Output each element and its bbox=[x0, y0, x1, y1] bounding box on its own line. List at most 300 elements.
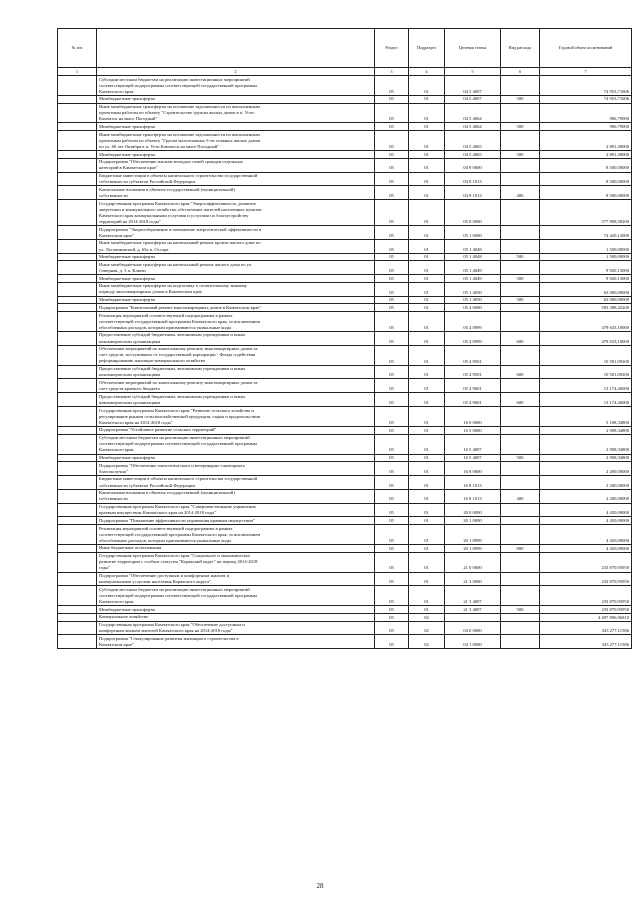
row-razdel-cell: 05 bbox=[375, 186, 409, 200]
row-razdel-cell: 05 bbox=[375, 572, 409, 586]
row-number-cell bbox=[58, 434, 97, 454]
row-razdel-cell: 05 bbox=[375, 95, 409, 103]
row-amount-cell: 233 870,93950 bbox=[540, 552, 632, 572]
row-podrazdel-cell: 01 bbox=[409, 95, 445, 103]
table-row bbox=[58, 253, 632, 261]
table-body bbox=[58, 76, 632, 649]
row-podrazdel-cell: 01 bbox=[409, 239, 445, 253]
row-razdel-cell: 05 bbox=[375, 586, 409, 606]
row-podrazdel-cell: 01 bbox=[409, 475, 445, 489]
table-row bbox=[58, 282, 632, 296]
row-podrazdel-cell: 01 bbox=[409, 76, 445, 96]
row-number-cell bbox=[58, 379, 97, 393]
row-number-cell bbox=[58, 151, 97, 159]
row-number-cell bbox=[58, 158, 97, 172]
row-expense-type-cell: 400 bbox=[501, 186, 540, 200]
row-target-article-cell bbox=[445, 613, 501, 621]
row-target-article-cell: 21 3 4007 bbox=[445, 586, 501, 606]
column-number: 7 bbox=[540, 68, 632, 76]
row-razdel-cell: 05 bbox=[375, 621, 409, 635]
row-number-cell bbox=[58, 525, 97, 545]
row-podrazdel-cell: 01 bbox=[409, 345, 445, 365]
row-target-article-cell: 20 1 0999 bbox=[445, 525, 501, 545]
row-target-article-cell: 05 1 4048 bbox=[445, 239, 501, 253]
row-target-article-cell: 21 3 4007 bbox=[445, 606, 501, 614]
row-amount-cell: 2 908,34800 bbox=[540, 426, 632, 434]
row-number-cell bbox=[58, 393, 97, 407]
row-number-cell bbox=[58, 586, 97, 606]
row-target-article-cell: 05 1 4048 bbox=[445, 253, 501, 261]
row-podrazdel-cell: 01 bbox=[409, 103, 445, 123]
row-podrazdel-cell: 01 bbox=[409, 552, 445, 572]
row-number-cell bbox=[58, 123, 97, 131]
row-razdel-cell: 05 bbox=[375, 282, 409, 296]
row-podrazdel-cell: 01 bbox=[409, 226, 445, 240]
row-name-cell: Реализация мероприятий соответствующей подпрограммы в рамках соответствующей государственной программы Камчатского края, за исключением обособленных расходов, которым присваиваются уникальные коды bbox=[97, 525, 375, 545]
row-razdel-cell: 05 bbox=[375, 226, 409, 240]
row-name-cell: Реализация мероприятий соответствующей подпрограммы в рамках соответствующей государственной программы Камчатского края, за исключением обособленных расходов, которым присваиваются уникальные коды bbox=[97, 312, 375, 332]
row-expense-type-cell bbox=[501, 525, 540, 545]
row-razdel-cell: 05 bbox=[375, 606, 409, 614]
row-amount-cell: 479 633,10000 bbox=[540, 331, 632, 345]
row-razdel-cell: 05 bbox=[375, 239, 409, 253]
row-name-cell: Бюджетные инвестиции в объекты капитального строительства государственной собственности субъектов Российской Федерации bbox=[97, 475, 375, 489]
row-expense-type-cell bbox=[501, 462, 540, 476]
row-razdel-cell: 05 bbox=[375, 489, 409, 503]
row-expense-type-cell bbox=[501, 475, 540, 489]
row-razdel-cell: 05 bbox=[375, 261, 409, 275]
row-amount-cell: 2 908,34800 bbox=[540, 454, 632, 462]
row-expense-type-cell bbox=[501, 172, 540, 186]
row-target-article-cell: 04 5 4065 bbox=[445, 131, 501, 151]
table-row bbox=[58, 503, 632, 517]
row-razdel-cell: 05 bbox=[375, 296, 409, 304]
row-target-article-cell: 04 5 4007 bbox=[445, 95, 501, 103]
row-razdel-cell: 05 bbox=[375, 503, 409, 517]
table-row bbox=[58, 239, 632, 253]
row-target-article-cell: 05 1 4050 bbox=[445, 296, 501, 304]
table-row bbox=[58, 172, 632, 186]
row-target-article-cell: 16 5 4007 bbox=[445, 434, 501, 454]
row-amount-cell: 13 174,26000 bbox=[540, 393, 632, 407]
row-target-article-cell: 21 0 0000 bbox=[445, 552, 501, 572]
table-row bbox=[58, 123, 632, 131]
table-row bbox=[58, 434, 632, 454]
table-row bbox=[58, 296, 632, 304]
row-amount-cell: 74 420,13000 bbox=[540, 226, 632, 240]
row-expense-type-cell: 500 bbox=[501, 123, 540, 131]
row-name-cell: Государственная программа Камчатского края "Обеспечение доступным и комфортным жильем жителей Камчатского края на 2014-2018 годы" bbox=[97, 621, 375, 635]
row-target-article-cell: 04 9 1013 bbox=[445, 172, 501, 186]
row-name-cell: Предоставление субсидий бюджетным, автономным учреждениям и иным некоммерческим организациям bbox=[97, 365, 375, 379]
row-name-cell: Предоставление субсидий бюджетным, автономным учреждениям и иным некоммерческим организациям bbox=[97, 393, 375, 407]
row-target-article-cell: 05 1 0000 bbox=[445, 226, 501, 240]
row-razdel-cell: 05 bbox=[375, 76, 409, 96]
row-amount-cell: 9 920,13000 bbox=[540, 275, 632, 283]
row-razdel-cell: 05 bbox=[375, 253, 409, 261]
row-target-article-cell: 21 3 0000 bbox=[445, 572, 501, 586]
row-number-cell bbox=[58, 253, 97, 261]
row-number-cell bbox=[58, 621, 97, 635]
row-expense-type-cell: 600 bbox=[501, 393, 540, 407]
row-amount-cell: 9 920,13000 bbox=[540, 261, 632, 275]
row-number-cell bbox=[58, 312, 97, 332]
row-number-cell bbox=[58, 172, 97, 186]
row-amount-cell: 4 450,00000 bbox=[540, 517, 632, 525]
table-row bbox=[58, 76, 632, 96]
row-razdel-cell: 05 bbox=[375, 407, 409, 427]
row-name-cell: Иные бюджетные ассигнования bbox=[97, 544, 375, 552]
row-number-cell bbox=[58, 544, 97, 552]
row-expense-type-cell bbox=[501, 304, 540, 312]
row-name-cell: Субсидии местным бюджетам на реализацию инвестиционных мероприятий соответствующей подпрограммы соответствующей государственной программы Камчатского края bbox=[97, 434, 375, 454]
row-razdel-cell: 05 bbox=[375, 544, 409, 552]
row-podrazdel-cell: 01 bbox=[409, 454, 445, 462]
row-number-cell bbox=[58, 454, 97, 462]
column-number-row bbox=[58, 68, 632, 76]
header-number: № п/п bbox=[58, 29, 97, 68]
row-number-cell bbox=[58, 407, 97, 427]
row-target-article-cell: 16 5 4007 bbox=[445, 454, 501, 462]
row-name-cell: Межбюджетные трансферты bbox=[97, 454, 375, 462]
row-podrazdel-cell: 02 bbox=[409, 635, 445, 649]
table-row bbox=[58, 606, 632, 614]
row-expense-type-cell: 800 bbox=[501, 544, 540, 552]
row-target-article-cell: 16 8 1013 bbox=[445, 475, 501, 489]
table-header-row bbox=[58, 29, 632, 68]
row-razdel-cell: 05 bbox=[375, 200, 409, 226]
row-expense-type-cell bbox=[501, 426, 540, 434]
row-razdel-cell: 05 bbox=[375, 462, 409, 476]
row-amount-cell: 343 277,11586 bbox=[540, 621, 632, 635]
row-podrazdel-cell: 01 bbox=[409, 261, 445, 275]
table-row bbox=[58, 158, 632, 172]
table-row bbox=[58, 186, 632, 200]
row-razdel-cell: 05 bbox=[375, 304, 409, 312]
row-name-cell: Подпрограмма "Обеспечение доступным и комфортным жильем и коммунальными услугами населения Корякского округа" bbox=[97, 572, 375, 586]
row-target-article-cell: 05 4 0000 bbox=[445, 304, 501, 312]
row-amount-cell: 1 500,00000 bbox=[540, 239, 632, 253]
row-amount-cell: 5 108,34800 bbox=[540, 407, 632, 427]
table-row bbox=[58, 95, 632, 103]
row-amount-cell: 13 174,26000 bbox=[540, 379, 632, 393]
row-name-cell: Подпрограмма "Энергосбережение и повышение энергетической эффективности в Камчатском крае" bbox=[97, 226, 375, 240]
row-podrazdel-cell: 01 bbox=[409, 158, 445, 172]
row-target-article-cell: 20 0 0000 bbox=[445, 503, 501, 517]
row-target-article-cell: 05 1 4050 bbox=[445, 282, 501, 296]
row-name-cell: Капитальные вложения в объекты государственной (муниципальной) собственности bbox=[97, 186, 375, 200]
row-number-cell bbox=[58, 186, 97, 200]
row-expense-type-cell bbox=[501, 572, 540, 586]
table-row bbox=[58, 312, 632, 332]
row-razdel-cell: 05 bbox=[375, 172, 409, 186]
row-podrazdel-cell: 01 bbox=[409, 282, 445, 296]
row-razdel-cell: 05 bbox=[375, 517, 409, 525]
row-expense-type-cell bbox=[501, 613, 540, 621]
row-amount-cell: 503 388,45200 bbox=[540, 304, 632, 312]
row-name-cell: Подпрограмма "Стимулирование развития жилищного строительства в Камчатском крае" bbox=[97, 635, 375, 649]
row-razdel-cell: 05 bbox=[375, 613, 409, 621]
row-amount-cell: 8 500,00000 bbox=[540, 186, 632, 200]
row-expense-type-cell bbox=[501, 552, 540, 572]
row-number-cell bbox=[58, 613, 97, 621]
row-podrazdel-cell: 01 bbox=[409, 503, 445, 517]
row-expense-type-cell bbox=[501, 261, 540, 275]
row-name-cell: Иные межбюджетные трансферты на погашение задолженности по выполненным проектным работам по объекту "Строительство группы жилых домов в п. Усть- Камчатск на мысе Погодный" bbox=[97, 103, 375, 123]
table-row bbox=[58, 275, 632, 283]
row-razdel-cell: 05 bbox=[375, 331, 409, 345]
row-amount-cell: 233 870,93950 bbox=[540, 572, 632, 586]
row-expense-type-cell bbox=[501, 131, 540, 151]
row-name-cell: Межбюджетные трансферты bbox=[97, 123, 375, 131]
row-razdel-cell: 05 bbox=[375, 103, 409, 123]
row-target-article-cell: 05 4 9601 bbox=[445, 379, 501, 393]
row-name-cell: Капитальные вложения в объекты государственной (муниципальной) собственности bbox=[97, 489, 375, 503]
row-expense-type-cell bbox=[501, 345, 540, 365]
row-name-cell: Подпрограмма "Обеспечение эпизоотического и ветеринарно-санитарного благополучия" bbox=[97, 462, 375, 476]
row-podrazdel-cell: 01 bbox=[409, 200, 445, 226]
row-expense-type-cell bbox=[501, 282, 540, 296]
table-row bbox=[58, 200, 632, 226]
row-expense-type-cell: 500 bbox=[501, 296, 540, 304]
row-razdel-cell: 05 bbox=[375, 434, 409, 454]
row-amount-cell: 2 908,34800 bbox=[540, 434, 632, 454]
row-number-cell bbox=[58, 462, 97, 476]
header-target-article: Целевая статья bbox=[445, 29, 501, 68]
row-target-article-cell: 04 5 4064 bbox=[445, 123, 501, 131]
row-expense-type-cell: 500 bbox=[501, 454, 540, 462]
row-target-article-cell: 16 5 0000 bbox=[445, 426, 501, 434]
row-expense-type-cell bbox=[501, 586, 540, 606]
row-podrazdel-cell: 01 bbox=[409, 123, 445, 131]
row-name-cell: Межбюджетные трансферты bbox=[97, 151, 375, 159]
row-razdel-cell: 05 bbox=[375, 275, 409, 283]
row-expense-type-cell bbox=[501, 200, 540, 226]
row-podrazdel-cell: 01 bbox=[409, 253, 445, 261]
table-row bbox=[58, 226, 632, 240]
row-name-cell: Обеспечение мероприятий по капитальному ремонту многоквартирных домов за счет средств, поступивших от государственной корпорации - Фонда содействия реформированию жилищно-коммунального хозяйства bbox=[97, 345, 375, 365]
row-number-cell bbox=[58, 426, 97, 434]
table-row bbox=[58, 586, 632, 606]
row-name-cell: Иные межбюджетные трансферты на подготовку к отопительному зимнему периоду многоквартирных домов в Камчатском крае bbox=[97, 282, 375, 296]
column-number: 4 bbox=[409, 68, 445, 76]
row-amount-cell: 479 633,10000 bbox=[540, 312, 632, 332]
table-row bbox=[58, 462, 632, 476]
column-number: 5 bbox=[445, 68, 501, 76]
row-name-cell: Межбюджетные трансферты bbox=[97, 296, 375, 304]
row-amount-cell: 4 497 896,96810 bbox=[540, 613, 632, 621]
row-number-cell bbox=[58, 552, 97, 572]
table-row bbox=[58, 572, 632, 586]
row-amount-cell: 233 870,93950 bbox=[540, 586, 632, 606]
column-number: 3 bbox=[375, 68, 409, 76]
row-expense-type-cell: 500 bbox=[501, 151, 540, 159]
table-row bbox=[58, 393, 632, 407]
header-razdel: Раздел bbox=[375, 29, 409, 68]
row-number-cell bbox=[58, 517, 97, 525]
row-amount-cell: 8 500,00000 bbox=[540, 158, 632, 172]
row-name-cell: Государственная программа Камчатского края "Энергоэффективность, развитие энергетики и коммунального хозяйства, обеспечение жителей населенных пунктов Камчатского края коммунальными услугами и услугами по благоустройству территорий на 2014-2018 годы" bbox=[97, 200, 375, 226]
row-amount-cell: 906,79000 bbox=[540, 103, 632, 123]
row-name-cell: Государственная программа Камчатского края "Социальное и экономическое развитие территории с особым статусом "Корякский округ" на период 2014-2018 годы" bbox=[97, 552, 375, 572]
column-number: 6 bbox=[501, 68, 540, 76]
row-number-cell bbox=[58, 503, 97, 517]
row-expense-type-cell bbox=[501, 239, 540, 253]
row-number-cell bbox=[58, 345, 97, 365]
row-expense-type-cell bbox=[501, 503, 540, 517]
row-expense-type-cell bbox=[501, 635, 540, 649]
row-podrazdel-cell: 02 bbox=[409, 621, 445, 635]
table-row bbox=[58, 621, 632, 635]
table-row bbox=[58, 304, 632, 312]
row-name-cell: Межбюджетные трансферты bbox=[97, 253, 375, 261]
row-amount-cell: 1 500,00000 bbox=[540, 253, 632, 261]
table-row bbox=[58, 613, 632, 621]
row-target-article-cell: 16 8 1013 bbox=[445, 489, 501, 503]
table-row bbox=[58, 331, 632, 345]
row-number-cell bbox=[58, 331, 97, 345]
row-target-article-cell: 04 5 4064 bbox=[445, 103, 501, 123]
table-row bbox=[58, 525, 632, 545]
row-name-cell: Межбюджетные трансферты bbox=[97, 606, 375, 614]
row-number-cell bbox=[58, 103, 97, 123]
row-podrazdel-cell: 01 bbox=[409, 517, 445, 525]
row-razdel-cell: 05 bbox=[375, 151, 409, 159]
row-amount-cell: 2 801,28000 bbox=[540, 131, 632, 151]
table-row bbox=[58, 407, 632, 427]
row-razdel-cell: 05 bbox=[375, 365, 409, 379]
table-row bbox=[58, 131, 632, 151]
row-podrazdel-cell: 01 bbox=[409, 296, 445, 304]
row-amount-cell: 2 200,00000 bbox=[540, 475, 632, 489]
row-expense-type-cell bbox=[501, 621, 540, 635]
row-number-cell bbox=[58, 296, 97, 304]
column-number: 2 bbox=[97, 68, 375, 76]
row-podrazdel-cell: 01 bbox=[409, 151, 445, 159]
row-target-article-cell: 04 9 1013 bbox=[445, 186, 501, 200]
header-annual-amount: Годовой объем ассигнований bbox=[540, 29, 632, 68]
row-target-article-cell: 20 1 0000 bbox=[445, 517, 501, 525]
row-podrazdel-cell: 01 bbox=[409, 172, 445, 186]
row-podrazdel-cell: 01 bbox=[409, 131, 445, 151]
row-podrazdel-cell: 01 bbox=[409, 365, 445, 379]
row-name-cell: Иные межбюджетные трансферты на капитальный ремонт кровли жилого дома по ул. Луговиковской, д. 65а п. Оссора bbox=[97, 239, 375, 253]
row-expense-type-cell bbox=[501, 312, 540, 332]
row-target-article-cell: 04 1 0000 bbox=[445, 635, 501, 649]
row-razdel-cell: 05 bbox=[375, 158, 409, 172]
row-amount-cell: 63 000,00000 bbox=[540, 296, 632, 304]
table-row bbox=[58, 261, 632, 275]
row-target-article-cell: 05 1 4049 bbox=[445, 275, 501, 283]
row-razdel-cell: 05 bbox=[375, 635, 409, 649]
table-row bbox=[58, 365, 632, 379]
row-razdel-cell: 05 bbox=[375, 131, 409, 151]
row-podrazdel-cell: 01 bbox=[409, 379, 445, 393]
row-expense-type-cell: 500 bbox=[501, 95, 540, 103]
row-podrazdel-cell: 01 bbox=[409, 525, 445, 545]
row-amount-cell: 63 000,00000 bbox=[540, 282, 632, 296]
row-target-article-cell: 04 9 0000 bbox=[445, 158, 501, 172]
row-target-article-cell: 04 5 4007 bbox=[445, 76, 501, 96]
row-amount-cell: 2 200,00000 bbox=[540, 462, 632, 476]
row-name-cell: Иные межбюджетные трансферты на капитальный ремонт жилого дома по ул. Северная, д. 3 п. Ключи bbox=[97, 261, 375, 275]
row-razdel-cell: 05 bbox=[375, 379, 409, 393]
row-razdel-cell: 05 bbox=[375, 552, 409, 572]
row-number-cell bbox=[58, 572, 97, 586]
row-expense-type-cell: 600 bbox=[501, 331, 540, 345]
header-name bbox=[97, 29, 375, 68]
row-number-cell bbox=[58, 365, 97, 379]
row-expense-type-cell bbox=[501, 103, 540, 123]
row-expense-type-cell: 500 bbox=[501, 275, 540, 283]
row-number-cell bbox=[58, 475, 97, 489]
row-amount-cell: 10 581,09200 bbox=[540, 365, 632, 379]
row-amount-cell: 2 200,00000 bbox=[540, 489, 632, 503]
table-row bbox=[58, 475, 632, 489]
row-amount-cell: 4 450,00000 bbox=[540, 544, 632, 552]
row-amount-cell: 577 808,58200 bbox=[540, 200, 632, 226]
row-target-article-cell: 20 1 0999 bbox=[445, 544, 501, 552]
row-name-cell: Бюджетные инвестиции в объекты капитального строительства государственной собственности субъектов Российской Федерации bbox=[97, 172, 375, 186]
row-target-article-cell: 05 1 4049 bbox=[445, 261, 501, 275]
budget-table bbox=[57, 28, 632, 649]
row-podrazdel-cell: 01 bbox=[409, 275, 445, 283]
row-expense-type-cell bbox=[501, 158, 540, 172]
row-expense-type-cell: 400 bbox=[501, 489, 540, 503]
row-target-article-cell: 05 4 0999 bbox=[445, 331, 501, 345]
row-name-cell: Подпрограмма "Капитальный ремонт многоквартирных домов в Камчатском крае" bbox=[97, 304, 375, 312]
row-number-cell bbox=[58, 635, 97, 649]
row-number-cell bbox=[58, 261, 97, 275]
row-amount-cell: 4 450,00000 bbox=[540, 525, 632, 545]
row-podrazdel-cell: 01 bbox=[409, 426, 445, 434]
row-amount-cell: 2 801,28000 bbox=[540, 151, 632, 159]
row-target-article-cell: 05 4 9601 bbox=[445, 393, 501, 407]
row-name-cell: Субсидии местным бюджетам на реализацию инвестиционных мероприятий соответствующей подпрограммы соответствующей государственной программы Камчатского края bbox=[97, 76, 375, 96]
row-podrazdel-cell: 01 bbox=[409, 606, 445, 614]
table-row bbox=[58, 345, 632, 365]
row-number-cell bbox=[58, 282, 97, 296]
row-target-article-cell: 04 0 0000 bbox=[445, 621, 501, 635]
row-razdel-cell: 05 bbox=[375, 475, 409, 489]
row-amount-cell: 233 870,93950 bbox=[540, 606, 632, 614]
row-name-cell: Подпрограмма "Повышение эффективности управления краевым имуществом" bbox=[97, 517, 375, 525]
row-podrazdel-cell: 01 bbox=[409, 393, 445, 407]
row-expense-type-cell: 500 bbox=[501, 606, 540, 614]
row-name-cell: Предоставление субсидий бюджетным, автономным учреждениям и иным некоммерческим организациям bbox=[97, 331, 375, 345]
row-podrazdel-cell: 01 bbox=[409, 586, 445, 606]
row-name-cell: Коммунальное хозяйство bbox=[97, 613, 375, 621]
row-number-cell bbox=[58, 606, 97, 614]
row-number-cell bbox=[58, 226, 97, 240]
row-expense-type-cell: 600 bbox=[501, 365, 540, 379]
row-number-cell bbox=[58, 131, 97, 151]
row-amount-cell: 74 953,71606 bbox=[540, 76, 632, 96]
row-name-cell: Межбюджетные трансферты bbox=[97, 275, 375, 283]
table-row bbox=[58, 454, 632, 462]
row-podrazdel-cell: 01 bbox=[409, 434, 445, 454]
row-podrazdel-cell: 01 bbox=[409, 462, 445, 476]
row-expense-type-cell bbox=[501, 517, 540, 525]
row-razdel-cell: 05 bbox=[375, 393, 409, 407]
row-target-article-cell: 05 4 9501 bbox=[445, 345, 501, 365]
page-number: 28 bbox=[316, 882, 324, 890]
row-razdel-cell: 05 bbox=[375, 123, 409, 131]
row-amount-cell: 343 277,11586 bbox=[540, 635, 632, 649]
row-razdel-cell: 05 bbox=[375, 454, 409, 462]
row-name-cell: Подпрограмма "Обеспечение жильем молодых семей граждан отдельных категорий в Камчатском крае" bbox=[97, 158, 375, 172]
row-podrazdel-cell: 01 bbox=[409, 312, 445, 332]
